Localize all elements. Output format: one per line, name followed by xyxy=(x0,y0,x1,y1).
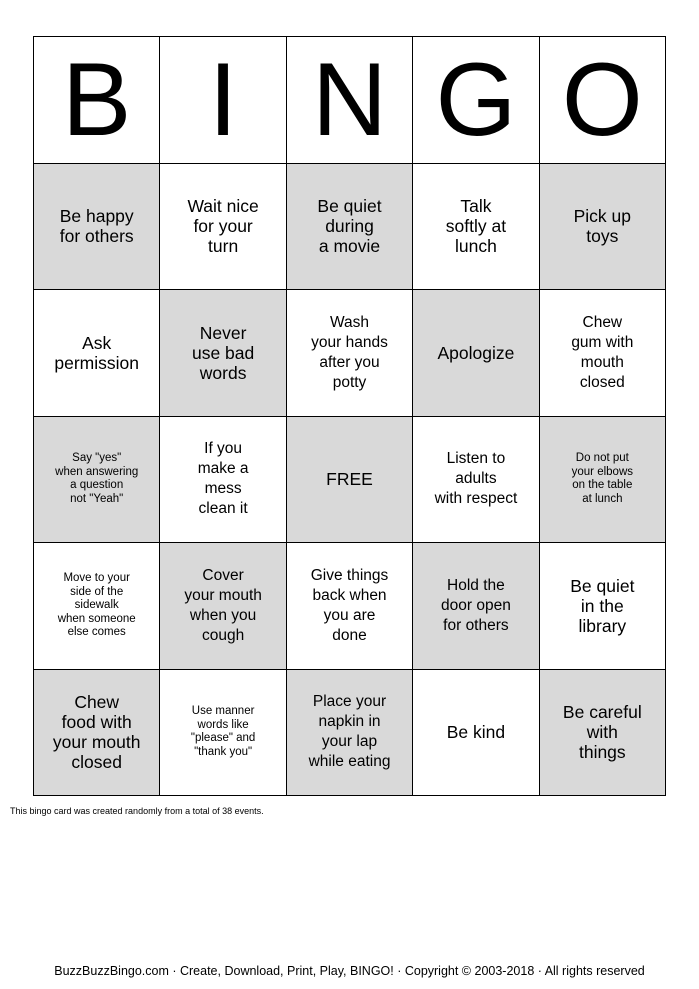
grid-row-4 xyxy=(34,543,666,670)
bingo-cell: Hold the door open for others xyxy=(413,543,539,670)
bingo-cell: Be happy for others xyxy=(34,164,160,291)
bingo-cell: Pick up toys xyxy=(540,164,666,291)
bingo-cell: Be quiet during a movie xyxy=(287,164,413,291)
bingo-cell: Talk softly at lunch xyxy=(413,164,539,291)
bingo-cell: Give things back when you are done xyxy=(287,543,413,670)
bingo-cell: Listen to adults with respect xyxy=(413,417,539,544)
bingo-cell: If you make a mess clean it xyxy=(160,417,286,544)
card-note: This bingo card was created randomly from a total of 38 events. xyxy=(10,806,264,816)
bingo-cell: Never use bad words xyxy=(160,290,286,417)
bingo-cell: Wait nice for your turn xyxy=(160,164,286,291)
header-letter-b: B xyxy=(34,37,160,164)
grid-row-1 xyxy=(34,164,666,291)
header-letter-o: O xyxy=(540,37,666,164)
bingo-cell: Wash your hands after you potty xyxy=(287,290,413,417)
bingo-cell: Chew gum with mouth closed xyxy=(540,290,666,417)
bingo-cell: Cover your mouth when you cough xyxy=(160,543,286,670)
bingo-cell: Place your napkin in your lap while eating xyxy=(287,670,413,797)
bingo-cell: Ask permission xyxy=(34,290,160,417)
grid-row-3 xyxy=(34,417,666,544)
grid-row-2 xyxy=(34,290,666,417)
free-space: FREE xyxy=(287,417,413,544)
header-letter-n: N xyxy=(287,37,413,164)
grid-row-5 xyxy=(34,670,666,797)
bingo-cell: Apologize xyxy=(413,290,539,417)
header-letter-g: G xyxy=(413,37,539,164)
bingo-cell: Say "yes" when answering a question not "Yeah" xyxy=(34,417,160,544)
bingo-cell: Use manner words like "please" and "thank you" xyxy=(160,670,286,797)
header-row xyxy=(34,37,666,164)
bingo-cell: Do not put your elbows on the table at lunch xyxy=(540,417,666,544)
bingo-cell: Be kind xyxy=(413,670,539,797)
page-footer: BuzzBuzzBingo.com · Create, Download, Print, Play, BINGO! · Copyright © 2003-2018 · All rights reserved xyxy=(54,964,645,978)
bingo-card xyxy=(33,36,666,796)
header-letter-i: I xyxy=(160,37,286,164)
bingo-cell: Chew food with your mouth closed xyxy=(34,670,160,797)
bingo-cell: Be careful with things xyxy=(540,670,666,797)
bingo-cell: Be quiet in the library xyxy=(540,543,666,670)
bingo-cell: Move to your side of the sidewalk when someone else comes xyxy=(34,543,160,670)
